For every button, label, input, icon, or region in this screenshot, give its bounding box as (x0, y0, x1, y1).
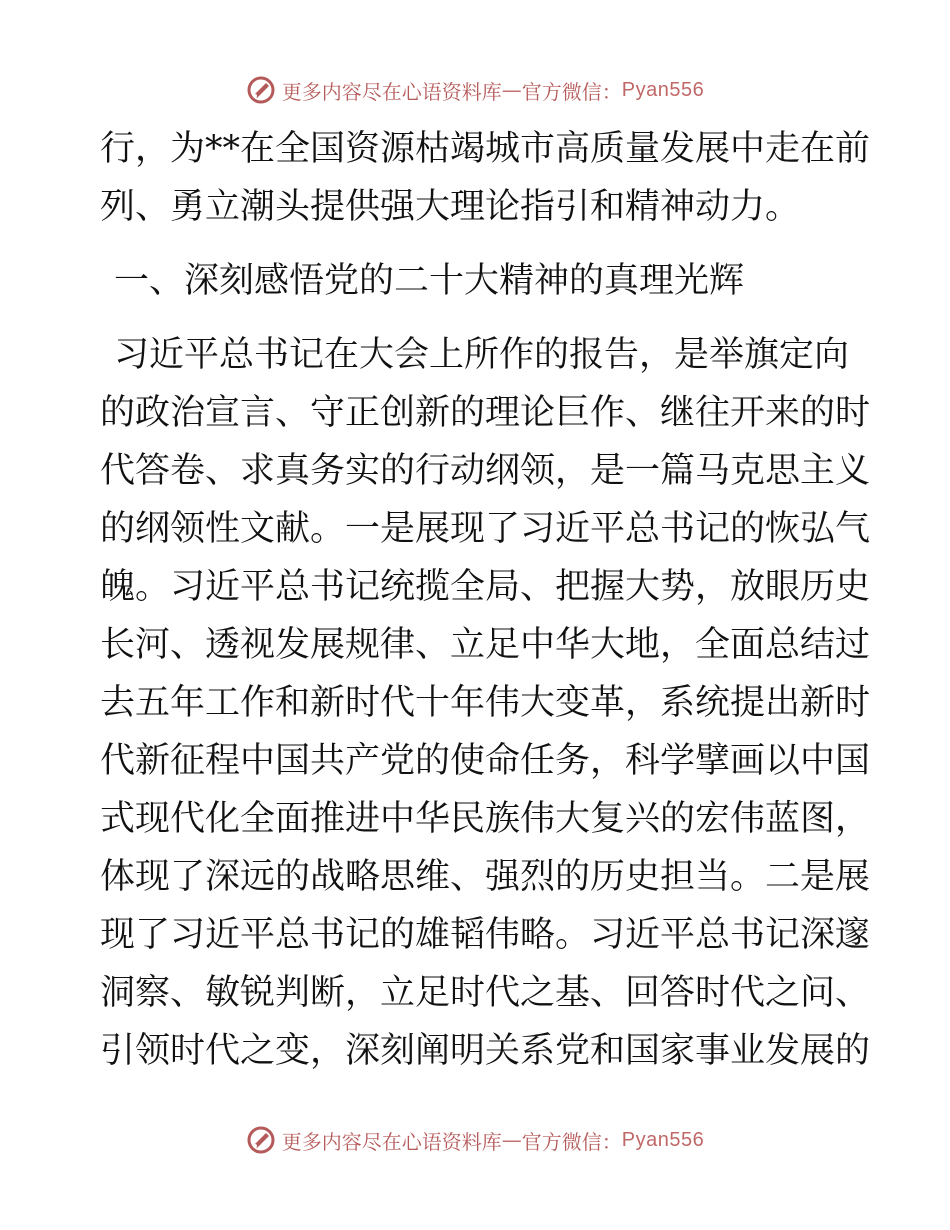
text-line: 的纲领性文献。一是展现了习近平总书记的恢弘气 (100, 509, 871, 549)
watermark-separator: — (501, 1128, 522, 1152)
text-line: 魄。习近平总书记统揽全局、把握大势，放眼历史 (100, 567, 871, 607)
text-line: 长河、透视发展规律、立足中华大地，全面总结过 (100, 625, 871, 665)
watermark-label: 官方微信： (521, 1129, 622, 1154)
text-line: 代新征程中国共产党的使命任务，科学擘画以中国 (100, 741, 871, 781)
watermark-text: 更多内容尽在心语资料库 (281, 79, 502, 104)
watermark-id: Pyan556 (621, 78, 705, 101)
watermark-label: 官方微信： (521, 79, 622, 104)
text-line: 的政治宣言、守正创新的理论巨作、继往开来的时 (100, 393, 871, 433)
watermark-id: Pyan556 (621, 1128, 705, 1151)
watermark-logo-icon (246, 75, 276, 105)
footer-watermark (0, 1122, 950, 1158)
text-line: 现了习近平总书记的雄韬伟略。习近平总书记深邃 (100, 915, 871, 955)
text-line: 体现了深远的战略思维、强烈的历史担当。二是展 (100, 857, 871, 897)
text-line: 列、勇立潮头提供强大理论指引和精神动力。 (100, 187, 801, 227)
section-heading: 一、深刻感悟党的二十大精神的真理光辉 (114, 261, 745, 301)
text-line: 代答卷、求真务实的行动纲领，是一篇马克思主义 (100, 451, 871, 491)
intro-paragraph (100, 120, 871, 236)
watermark-separator: — (501, 78, 522, 102)
watermark-text: 更多内容尽在心语资料库 (281, 1129, 502, 1154)
text-line: 式现代化全面推进中华民族伟大复兴的宏伟蓝图， (100, 799, 871, 839)
header-watermark (0, 72, 950, 108)
text-line: 引领时代之变，深刻阐明关系党和国家事业发展的 (100, 1031, 871, 1071)
text-line: 去五年工作和新时代十年伟大变革，系统提出新时 (100, 683, 871, 723)
watermark-logo-icon (246, 1125, 276, 1155)
text-line: 洞察、敏锐判断，立足时代之基、回答时代之问、 (100, 973, 871, 1013)
text-line: 习近平总书记在大会上所作的报告，是举旗定向 (114, 335, 850, 375)
body-paragraph (100, 326, 871, 1080)
text-line: 行，为**在全国资源枯竭城市高质量发展中走在前 (100, 129, 871, 169)
